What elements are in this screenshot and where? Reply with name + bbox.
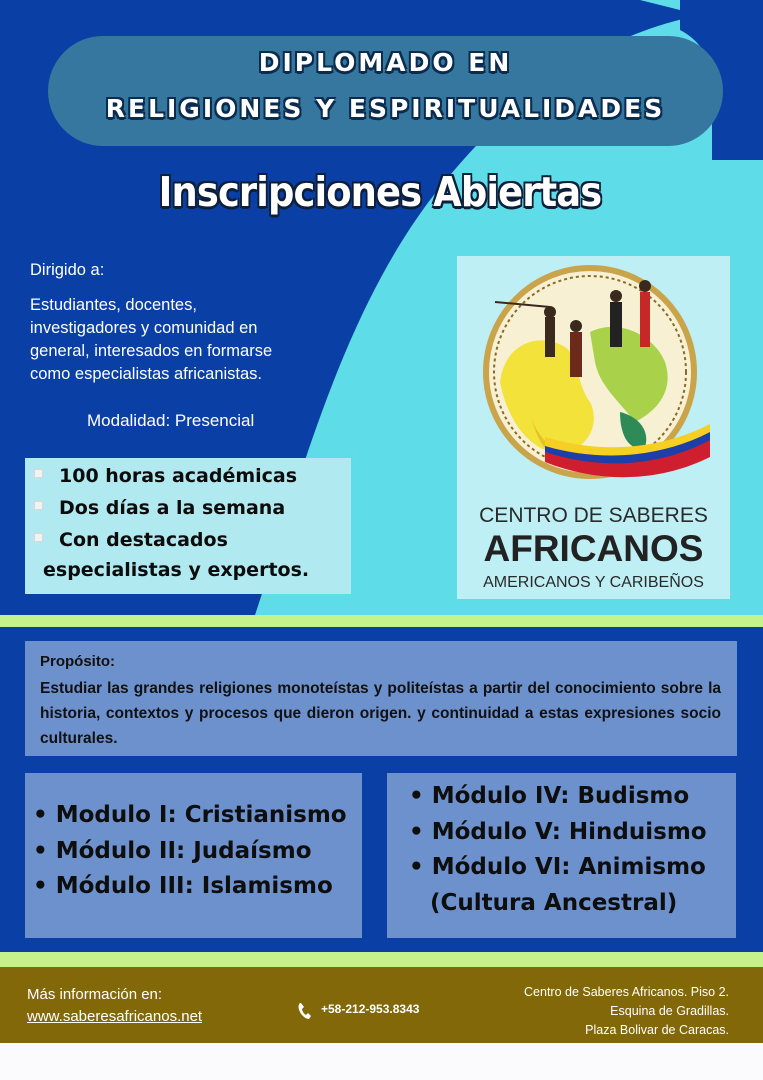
module-4: • Módulo IV: Budismo: [409, 783, 690, 809]
module-2: • Módulo II: Judaísmo: [33, 838, 312, 864]
feature-hours: 100 horas académicas: [59, 465, 298, 487]
info-label: Más información en:: [27, 986, 163, 1003]
features-box: [25, 458, 351, 594]
module-5: • Módulo V: Hinduismo: [409, 819, 707, 845]
modality: Modalidad: Presencial: [87, 411, 255, 430]
address-line-1: Centro de Saberes Africanos. Piso 2.: [524, 985, 729, 999]
bullet-square-icon: [34, 501, 43, 510]
module-3: • Módulo III: Islamismo: [33, 873, 333, 899]
audience-line-2: investigadores y comunidad en: [30, 319, 258, 337]
bottom-strip: [0, 1043, 763, 1080]
logo-line-2: AFRICANOS: [483, 528, 704, 569]
module-6-note: (Cultura Ancestral): [430, 890, 678, 916]
feature-specialists-2: especialistas y expertos.: [43, 559, 310, 581]
audience-line-3: general, interesados en formarse: [30, 342, 273, 360]
purpose-text: Estudiar las grandes religiones monoteístas y politeístas a partir del conocimiento sobre la historia, contextos y procesos que dieron origen. y continuidad a estas expresiones socio culturales.: [40, 680, 721, 747]
audience-line-4: como especialistas africanistas.: [30, 365, 263, 383]
modules-left-box: [25, 773, 362, 938]
feature-specialists-1: Con destacados: [59, 529, 228, 551]
website-link[interactable]: www.saberesafricanos.net: [27, 1008, 203, 1025]
footer: [0, 967, 763, 1043]
title-line-1: DIPLOMADO EN: [258, 48, 513, 77]
phone-icon: [297, 1002, 313, 1020]
phone-number[interactable]: +58-212-953.8343: [321, 1002, 420, 1016]
feature-days: Dos días a la semana: [59, 497, 286, 519]
divider-top: [0, 615, 763, 627]
module-6: • Módulo VI: Animismo: [409, 854, 706, 880]
address-line-2: Esquina de Gradillas.: [610, 1004, 729, 1018]
logo-line-1: CENTRO DE SABERES: [479, 504, 708, 527]
logo-line-3: AMERICANOS Y CARIBEÑOS: [483, 574, 704, 591]
title-line-2: RELIGIONES Y ESPIRITUALIDADES: [105, 94, 666, 123]
subtitle-registration-open: Inscripciones Abiertas: [158, 168, 602, 216]
address-line-3: Plaza Bolivar de Caracas.: [585, 1023, 729, 1037]
logo-emblem: [470, 262, 720, 492]
module-1: • Modulo I: Cristianismo: [33, 802, 347, 828]
divider-bottom: [0, 952, 763, 967]
bullet-square-icon: [34, 469, 43, 478]
modules-right-box: [387, 773, 736, 938]
bullet-square-icon: [34, 533, 43, 542]
purpose-label: Propósito:: [40, 653, 115, 670]
audience-line-1: Estudiantes, docentes,: [30, 296, 197, 314]
audience-label: Dirigido a:: [30, 261, 105, 279]
